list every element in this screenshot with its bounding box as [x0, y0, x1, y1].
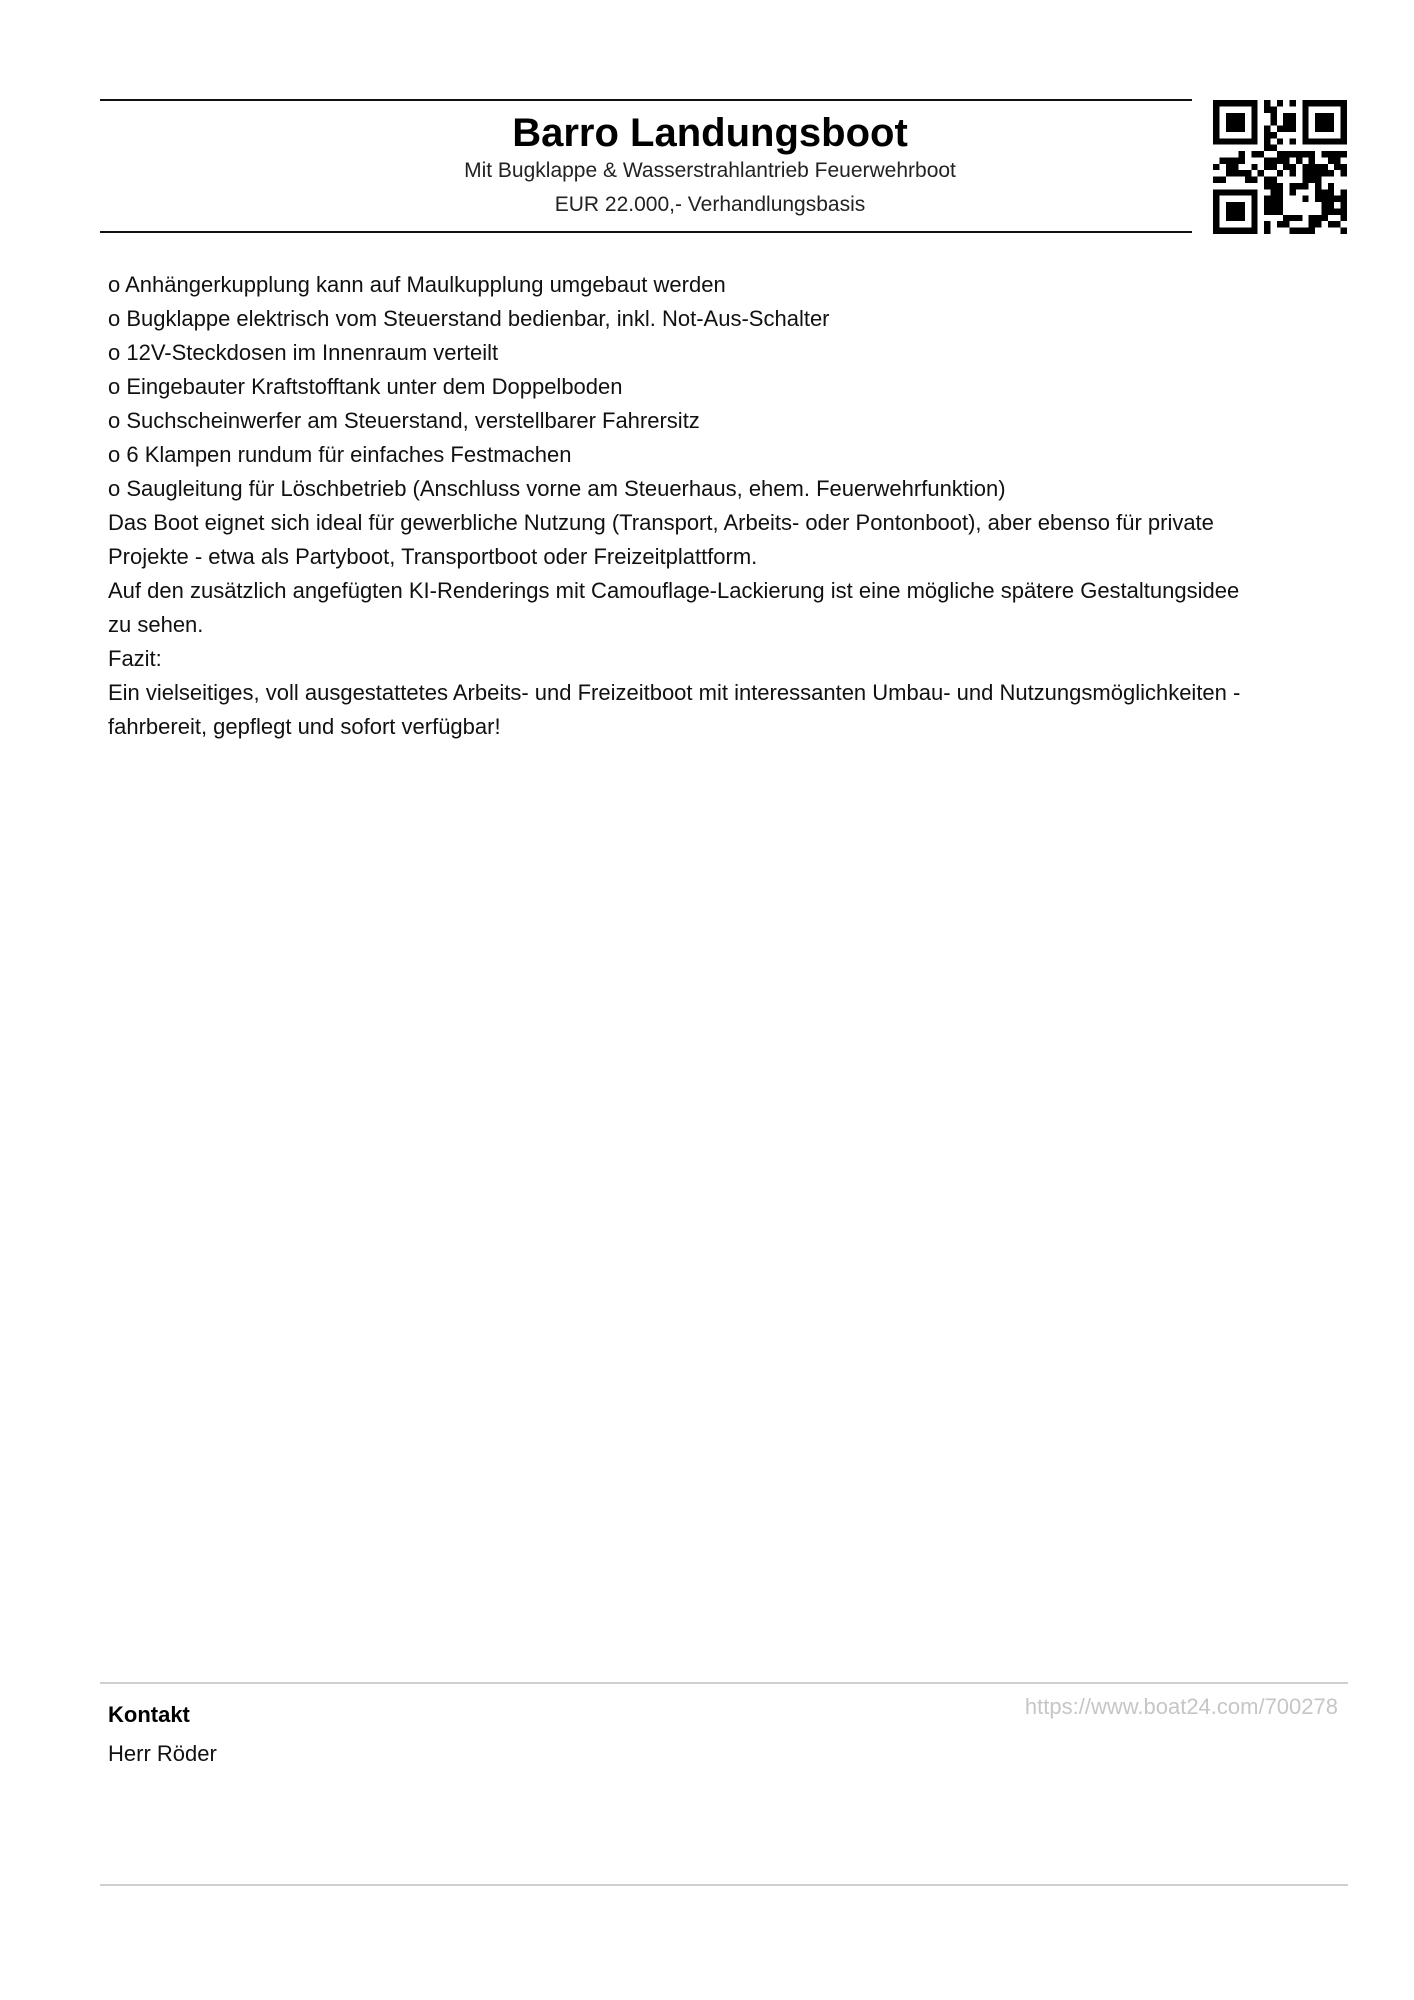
qr-module: [1213, 228, 1219, 234]
qr-module: [1309, 215, 1315, 221]
qr-module: [1283, 126, 1289, 132]
qr-module: [1309, 170, 1315, 176]
footer-rule: [100, 1682, 1348, 1684]
qr-module: [1264, 221, 1270, 227]
qr-module: [1302, 151, 1308, 157]
qr-module: [1321, 100, 1327, 106]
listing-url-link[interactable]: https://www.boat24.com/700278: [1024, 1694, 1338, 1719]
qr-module: [1277, 208, 1283, 214]
description-line: Ein vielseitiges, voll ausgestattetes Arbeits- und Freizeitboot mit interessanten Umbau- und Nutzungsmöglichkeiten -: [108, 680, 1241, 705]
qr-module: [1334, 208, 1340, 214]
qr-module: [1232, 119, 1238, 125]
qr-module: [1309, 177, 1315, 183]
qr-module: [1315, 183, 1321, 189]
qr-module: [1213, 215, 1219, 221]
qr-module: [1270, 132, 1276, 138]
qr-module: [1251, 164, 1257, 170]
qr-module: [1226, 170, 1232, 176]
qr-module: [1264, 100, 1270, 106]
qr-module: [1226, 228, 1232, 234]
qr-module: [1264, 228, 1270, 234]
qr-module: [1264, 183, 1270, 189]
qr-module: [1264, 208, 1270, 214]
qr-module: [1270, 106, 1276, 112]
qr-module: [1321, 126, 1327, 132]
qr-module: [1328, 208, 1334, 214]
qr-module: [1226, 113, 1232, 119]
qr-module: [1315, 164, 1321, 170]
qr-module: [1232, 100, 1238, 106]
qr-module: [1290, 100, 1296, 106]
qr-module: [1341, 119, 1347, 125]
qr-module: [1296, 228, 1302, 234]
qr-module: [1270, 177, 1276, 183]
qr-module: [1219, 138, 1225, 144]
qr-module: [1277, 170, 1283, 176]
qr-module: [1290, 183, 1296, 189]
qr-module: [1251, 177, 1257, 183]
qr-module: [1264, 126, 1270, 132]
qr-module: [1239, 157, 1245, 163]
contact-name: Herr Röder: [108, 1741, 217, 1766]
qr-module: [1232, 157, 1238, 163]
qr-module: [1232, 138, 1238, 144]
qr-module: [1264, 145, 1270, 151]
qr-module: [1309, 164, 1315, 170]
qr-module: [1328, 119, 1334, 125]
qr-module: [1245, 177, 1251, 183]
qr-module: [1270, 183, 1276, 189]
qr-module: [1302, 138, 1308, 144]
qr-module: [1283, 113, 1289, 119]
qr-module: [1245, 228, 1251, 234]
qr-module: [1315, 100, 1321, 106]
qr-module: [1239, 126, 1245, 132]
qr-module: [1290, 119, 1296, 125]
qr-module: [1239, 170, 1245, 176]
qr-module: [1251, 221, 1257, 227]
qr-module: [1315, 189, 1321, 195]
qr-module: [1213, 164, 1219, 170]
qr-module: [1264, 157, 1270, 163]
qr-module: [1302, 170, 1308, 176]
qr-module: [1264, 106, 1270, 112]
qr-module: [1277, 202, 1283, 208]
qr-module: [1219, 177, 1225, 183]
qr-module: [1328, 221, 1334, 227]
qr-module: [1213, 177, 1219, 183]
qr-module: [1328, 138, 1334, 144]
qr-module: [1239, 113, 1245, 119]
qr-module: [1341, 208, 1347, 214]
qr-module: [1328, 126, 1334, 132]
qr-module: [1315, 113, 1321, 119]
qr-module: [1290, 189, 1296, 195]
qr-module: [1328, 196, 1334, 202]
qr-module: [1302, 164, 1308, 170]
description-line: fahrbereit, gepflegt und sofort verfügbar!: [108, 714, 501, 739]
qr-module: [1341, 164, 1347, 170]
qr-module: [1213, 113, 1219, 119]
qr-module: [1245, 189, 1251, 195]
qr-module: [1283, 119, 1289, 125]
qr-module: [1213, 106, 1219, 112]
qr-module: [1213, 126, 1219, 132]
qr-module: [1213, 196, 1219, 202]
qr-module: [1232, 113, 1238, 119]
qr-module: [1251, 126, 1257, 132]
qr-module: [1321, 215, 1327, 221]
description-line: o Anhängerkupplung kann auf Maulkupplung umgebaut werden: [108, 272, 726, 297]
qr-module: [1321, 138, 1327, 144]
qr-module: [1334, 151, 1340, 157]
qr-module: [1232, 202, 1238, 208]
qr-module: [1251, 151, 1257, 157]
qr-module: [1341, 196, 1347, 202]
qr-module: [1290, 126, 1296, 132]
qr-module: [1277, 196, 1283, 202]
qr-code-graphic: [1213, 100, 1347, 234]
qr-module: [1232, 228, 1238, 234]
qr-module: [1270, 145, 1276, 151]
description-line: Fazit:: [108, 646, 162, 671]
qr-module: [1251, 228, 1257, 234]
qr-module: [1328, 183, 1334, 189]
qr-module: [1302, 132, 1308, 138]
qr-module: [1341, 126, 1347, 132]
qr-module: [1232, 189, 1238, 195]
qr-module: [1341, 138, 1347, 144]
qr-module: [1213, 132, 1219, 138]
listing-description: [108, 268, 1348, 744]
qr-module: [1232, 126, 1238, 132]
qr-module: [1334, 100, 1340, 106]
qr-module: [1251, 215, 1257, 221]
qr-module: [1328, 113, 1334, 119]
qr-module: [1245, 100, 1251, 106]
qr-module: [1239, 119, 1245, 125]
qr-module: [1213, 208, 1219, 214]
qr-module: [1264, 132, 1270, 138]
qr-module: [1258, 170, 1264, 176]
qr-module: [1226, 100, 1232, 106]
qr-module: [1321, 113, 1327, 119]
qr-module: [1239, 202, 1245, 208]
qr-module: [1334, 164, 1340, 170]
qr-module: [1239, 138, 1245, 144]
qr-module: [1296, 151, 1302, 157]
qr-module: [1226, 157, 1232, 163]
qr-module: [1283, 151, 1289, 157]
qr-module: [1341, 189, 1347, 195]
qr-module: [1341, 228, 1347, 234]
description-line: o 6 Klampen rundum für einfaches Festmachen: [108, 442, 572, 467]
page-bottom-rule: [100, 1884, 1348, 1886]
qr-module: [1239, 228, 1245, 234]
qr-module: [1328, 100, 1334, 106]
qr-module: [1328, 189, 1334, 195]
qr-module: [1264, 164, 1270, 170]
qr-module: [1258, 151, 1264, 157]
qr-module: [1309, 221, 1315, 227]
qr-module: [1213, 119, 1219, 125]
qr-module: [1315, 196, 1321, 202]
qr-module: [1341, 215, 1347, 221]
qr-module: [1321, 170, 1327, 176]
qr-module: [1315, 138, 1321, 144]
qr-module: [1277, 189, 1283, 195]
qr-module: [1315, 221, 1321, 227]
qr-module: [1302, 126, 1308, 132]
qr-module: [1226, 215, 1232, 221]
qr-module: [1341, 132, 1347, 138]
qr-module: [1251, 113, 1257, 119]
qr-module: [1251, 208, 1257, 214]
qr-module: [1219, 157, 1225, 163]
qr-module: [1232, 164, 1238, 170]
qr-module: [1219, 189, 1225, 195]
qr-module: [1341, 100, 1347, 106]
qr-module: [1270, 119, 1276, 125]
qr-module: [1290, 164, 1296, 170]
qr-module: [1315, 215, 1321, 221]
qr-module: [1219, 100, 1225, 106]
qr-module: [1321, 202, 1327, 208]
qr-module: [1283, 221, 1289, 227]
qr-module: [1239, 208, 1245, 214]
qr-module: [1264, 177, 1270, 183]
qr-module: [1315, 126, 1321, 132]
qr-module: [1219, 228, 1225, 234]
qr-module: [1264, 196, 1270, 202]
qr-module: [1277, 183, 1283, 189]
qr-module: [1341, 202, 1347, 208]
qr-module: [1321, 164, 1327, 170]
qr-module: [1277, 221, 1283, 227]
qr-module: [1226, 126, 1232, 132]
qr-module: [1328, 202, 1334, 208]
qr-module: [1315, 119, 1321, 125]
qr-module: [1251, 196, 1257, 202]
qr-module: [1213, 221, 1219, 227]
qr-module: [1309, 100, 1315, 106]
qr-module: [1334, 221, 1340, 227]
qr-module: [1226, 189, 1232, 195]
qr-module: [1213, 100, 1219, 106]
qr-module: [1277, 126, 1283, 132]
qr-module: [1251, 106, 1257, 112]
qr-module: [1302, 113, 1308, 119]
qr-module: [1270, 202, 1276, 208]
qr-module: [1328, 170, 1334, 176]
qr-module: [1290, 138, 1296, 144]
description-line: o 12V-Steckdosen im Innenraum verteilt: [108, 340, 499, 365]
qr-module: [1334, 138, 1340, 144]
qr-module: [1290, 170, 1296, 176]
qr-module: [1270, 164, 1276, 170]
description-line: o Saugleitung für Löschbetrieb (Anschluss vorne am Steuerhaus, ehem. Feuerwehrfunktion): [108, 476, 1006, 501]
qr-module: [1226, 138, 1232, 144]
description-line: Das Boot eignet sich ideal für gewerbliche Nutzung (Transport, Arbeits- oder Pontonboot), aber ebenso für private: [108, 510, 1214, 535]
contact-heading: Kontakt: [108, 1702, 190, 1727]
qr-module: [1251, 202, 1257, 208]
qr-module: [1296, 183, 1302, 189]
qr-module: [1245, 138, 1251, 144]
qr-module: [1296, 215, 1302, 221]
qr-module: [1245, 170, 1251, 176]
qr-module: [1283, 157, 1289, 163]
qr-code-icon: [1213, 100, 1347, 234]
qr-module: [1213, 138, 1219, 144]
qr-module: [1251, 189, 1257, 195]
qr-module: [1341, 170, 1347, 176]
qr-module: [1302, 106, 1308, 112]
qr-module: [1328, 157, 1334, 163]
description-line: o Bugklappe elektrisch vom Steuerstand bedienbar, inkl. Not-Aus-Schalter: [108, 306, 830, 331]
listing-price: EUR 22.000,- Verhandlungsbasis: [554, 193, 866, 216]
qr-module: [1251, 100, 1257, 106]
qr-module: [1315, 177, 1321, 183]
qr-module: [1321, 196, 1327, 202]
qr-module: [1328, 151, 1334, 157]
qr-module: [1232, 170, 1238, 176]
qr-module: [1341, 151, 1347, 157]
qr-module: [1239, 151, 1245, 157]
qr-module: [1302, 228, 1308, 234]
qr-module: [1302, 119, 1308, 125]
qr-module: [1302, 100, 1308, 106]
qr-module: [1251, 119, 1257, 125]
qr-module: [1251, 132, 1257, 138]
qr-module: [1251, 138, 1257, 144]
qr-module: [1277, 100, 1283, 106]
qr-module: [1213, 189, 1219, 195]
qr-module: [1296, 157, 1302, 163]
listing-header: [100, 100, 1320, 232]
description-line: o Suchscheinwerfer am Steuerstand, verstellbarer Fahrersitz: [108, 408, 700, 433]
qr-module: [1334, 196, 1340, 202]
qr-module: [1270, 113, 1276, 119]
qr-module: [1277, 138, 1283, 144]
qr-module: [1309, 138, 1315, 144]
description-line: Projekte - etwa als Partyboot, Transportboot oder Freizeitplattform.: [108, 544, 758, 569]
qr-module: [1321, 189, 1327, 195]
description-line: zu sehen.: [108, 612, 204, 637]
qr-module: [1290, 151, 1296, 157]
qr-module: [1270, 157, 1276, 163]
qr-module: [1321, 208, 1327, 214]
qr-module: [1277, 151, 1283, 157]
qr-module: [1226, 202, 1232, 208]
qr-module: [1302, 183, 1308, 189]
qr-module: [1309, 228, 1315, 234]
qr-module: [1270, 189, 1276, 195]
qr-module: [1290, 215, 1296, 221]
qr-module: [1321, 119, 1327, 125]
listing-title: Barro Landungsboot: [512, 111, 908, 155]
qr-module: [1334, 157, 1340, 163]
listing-subtitle: Mit Bugklappe & Wasserstrahlantrieb Feuerwehrboot: [464, 159, 956, 182]
qr-module: [1290, 228, 1296, 234]
qr-module: [1270, 208, 1276, 214]
qr-module: [1264, 202, 1270, 208]
qr-module: [1341, 113, 1347, 119]
qr-module: [1277, 157, 1283, 163]
qr-module: [1264, 138, 1270, 144]
qr-module: [1283, 215, 1289, 221]
qr-module: [1315, 170, 1321, 176]
qr-module: [1226, 164, 1232, 170]
qr-module: [1226, 208, 1232, 214]
qr-module: [1302, 177, 1308, 183]
qr-module: [1232, 215, 1238, 221]
qr-module: [1239, 189, 1245, 195]
qr-module: [1302, 196, 1308, 202]
qr-module: [1321, 151, 1327, 157]
qr-module: [1232, 208, 1238, 214]
qr-module: [1270, 196, 1276, 202]
qr-module: [1309, 157, 1315, 163]
qr-module: [1309, 151, 1315, 157]
qr-module: [1290, 113, 1296, 119]
qr-module: [1226, 119, 1232, 125]
qr-module: [1239, 100, 1245, 106]
qr-module: [1239, 215, 1245, 221]
description-line: o Eingebauter Kraftstofftank unter dem Doppelboden: [108, 374, 623, 399]
description-line: Auf den zusätzlich angefügten KI-Renderings mit Camouflage-Lackierung ist eine mögliche spätere Gestaltungsidee: [108, 578, 1240, 603]
qr-module: [1341, 106, 1347, 112]
qr-module: [1283, 164, 1289, 170]
qr-module: [1213, 202, 1219, 208]
